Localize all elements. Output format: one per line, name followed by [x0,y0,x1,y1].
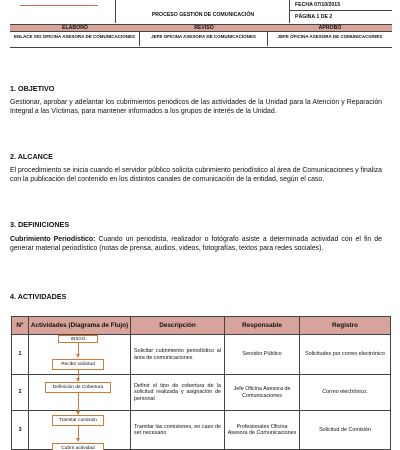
definition-body: Cuando un periodista, realizador o fotógrafo asiste a determinada actividad con el fin de generar material periodístico (notas de prensa, audios, videos, fotografías, textos para redes sociales). [10,236,382,252]
row-number: 2 [11,375,29,411]
document-date: FECHA 07/10/2015 [290,0,392,11]
row-description: Definir el tipo de cobertura de la solicitud realizada y asignación de personal [130,375,225,411]
row-record: Solicitud de Comisión [299,411,391,450]
page-number: PÁGINA 1 DE 2 [295,14,333,20]
elaboro-label: ELABORÓ [62,25,88,31]
row-responsible: Profesionales Oficina Asesora de Comunicaciones [224,411,300,450]
reviso-value: JEFE OFICINA ASESORA DE COMUNICACIONES [140,32,268,46]
header-flow: Actividades (Diagrama de Flujo) [28,316,131,335]
definition-term: Cubrimiento Periodístico: [10,236,96,243]
reviso-label: REVISÓ [194,25,214,31]
row-description: Solicitar cubrimiento periodístico al área de comunicaciones [130,335,225,375]
section-objetivo-title: 1. OBJETIVO [10,84,55,93]
section-definiciones-text [10,236,382,253]
section-definiciones-title: 3. DEFINICIONES [10,220,70,229]
header-logo-line [20,5,98,6]
row-number: 3 [11,411,29,450]
flow-step-commission: Tramitar comisión [52,415,104,426]
header-responsible: Responsable [224,316,300,335]
signature-values [10,32,392,48]
header-logo-cell [10,0,116,23]
row-description: Tramitar las comisiones, en caso de ser necesario [130,411,225,450]
signature-labels [10,24,392,32]
flow-step-receive: Recibir solicitud [52,359,104,370]
aprobo-value: JEFE OFICINA ASESORA DE COMUNICACIONES [277,34,383,39]
section-alcance-title: 2. ALCANCE [10,152,53,161]
row-record: Solicitudes por correo electrónico [299,335,391,375]
header-process-cell [116,0,290,23]
header-description: Descripción [130,316,225,335]
header-num: N° [11,316,29,335]
row-record: Correo electrónico. [299,375,391,411]
section-objetivo-text: Gestionar, aprobar y adelantar los cubrimientos periódicos de las actividades de la Unidad para la Atención y Reparación Integral a las Víctimas, para mantener informados a los grupos de interés de la Unidad. [10,99,382,115]
flow-arrowhead [76,354,80,358]
process-name: PROCESO GESTIÓN DE COMUNICACIÓN [151,12,255,18]
document-header [10,0,392,50]
header-top-row [10,0,392,23]
aprobo-label: APROBÓ [318,25,342,31]
flow-start: INICIO [58,335,98,343]
elaboro-value: ENLACE SIG OFICINA ASESORA DE COMUNICACIONES [10,32,140,46]
row-responsible: Jefe Oficina Asesora de Comunicaciones [224,375,300,411]
activities-table [11,316,391,450]
table-row [11,375,391,411]
flow-step-coverage: Definición de Cobertura [45,382,111,393]
row-number: 1 [11,335,29,375]
header-meta-cell [290,0,392,23]
flow-arrowhead [76,438,80,442]
flow-step-cover: Cubrir actividad [52,443,104,450]
header-record: Registro [299,316,391,335]
row-responsible: Servidor Público [224,335,300,375]
section-alcance-text: El procedimiento se inicia cuando el servidor público solicita cubrimiento periodístico al área de Comunicaciones y finaliza con la publicación del contenido en los distintos canales de comunicación de la entidad, según el caso. [10,167,382,183]
section-actividades-title: 4. ACTIVIDADES [10,292,67,301]
